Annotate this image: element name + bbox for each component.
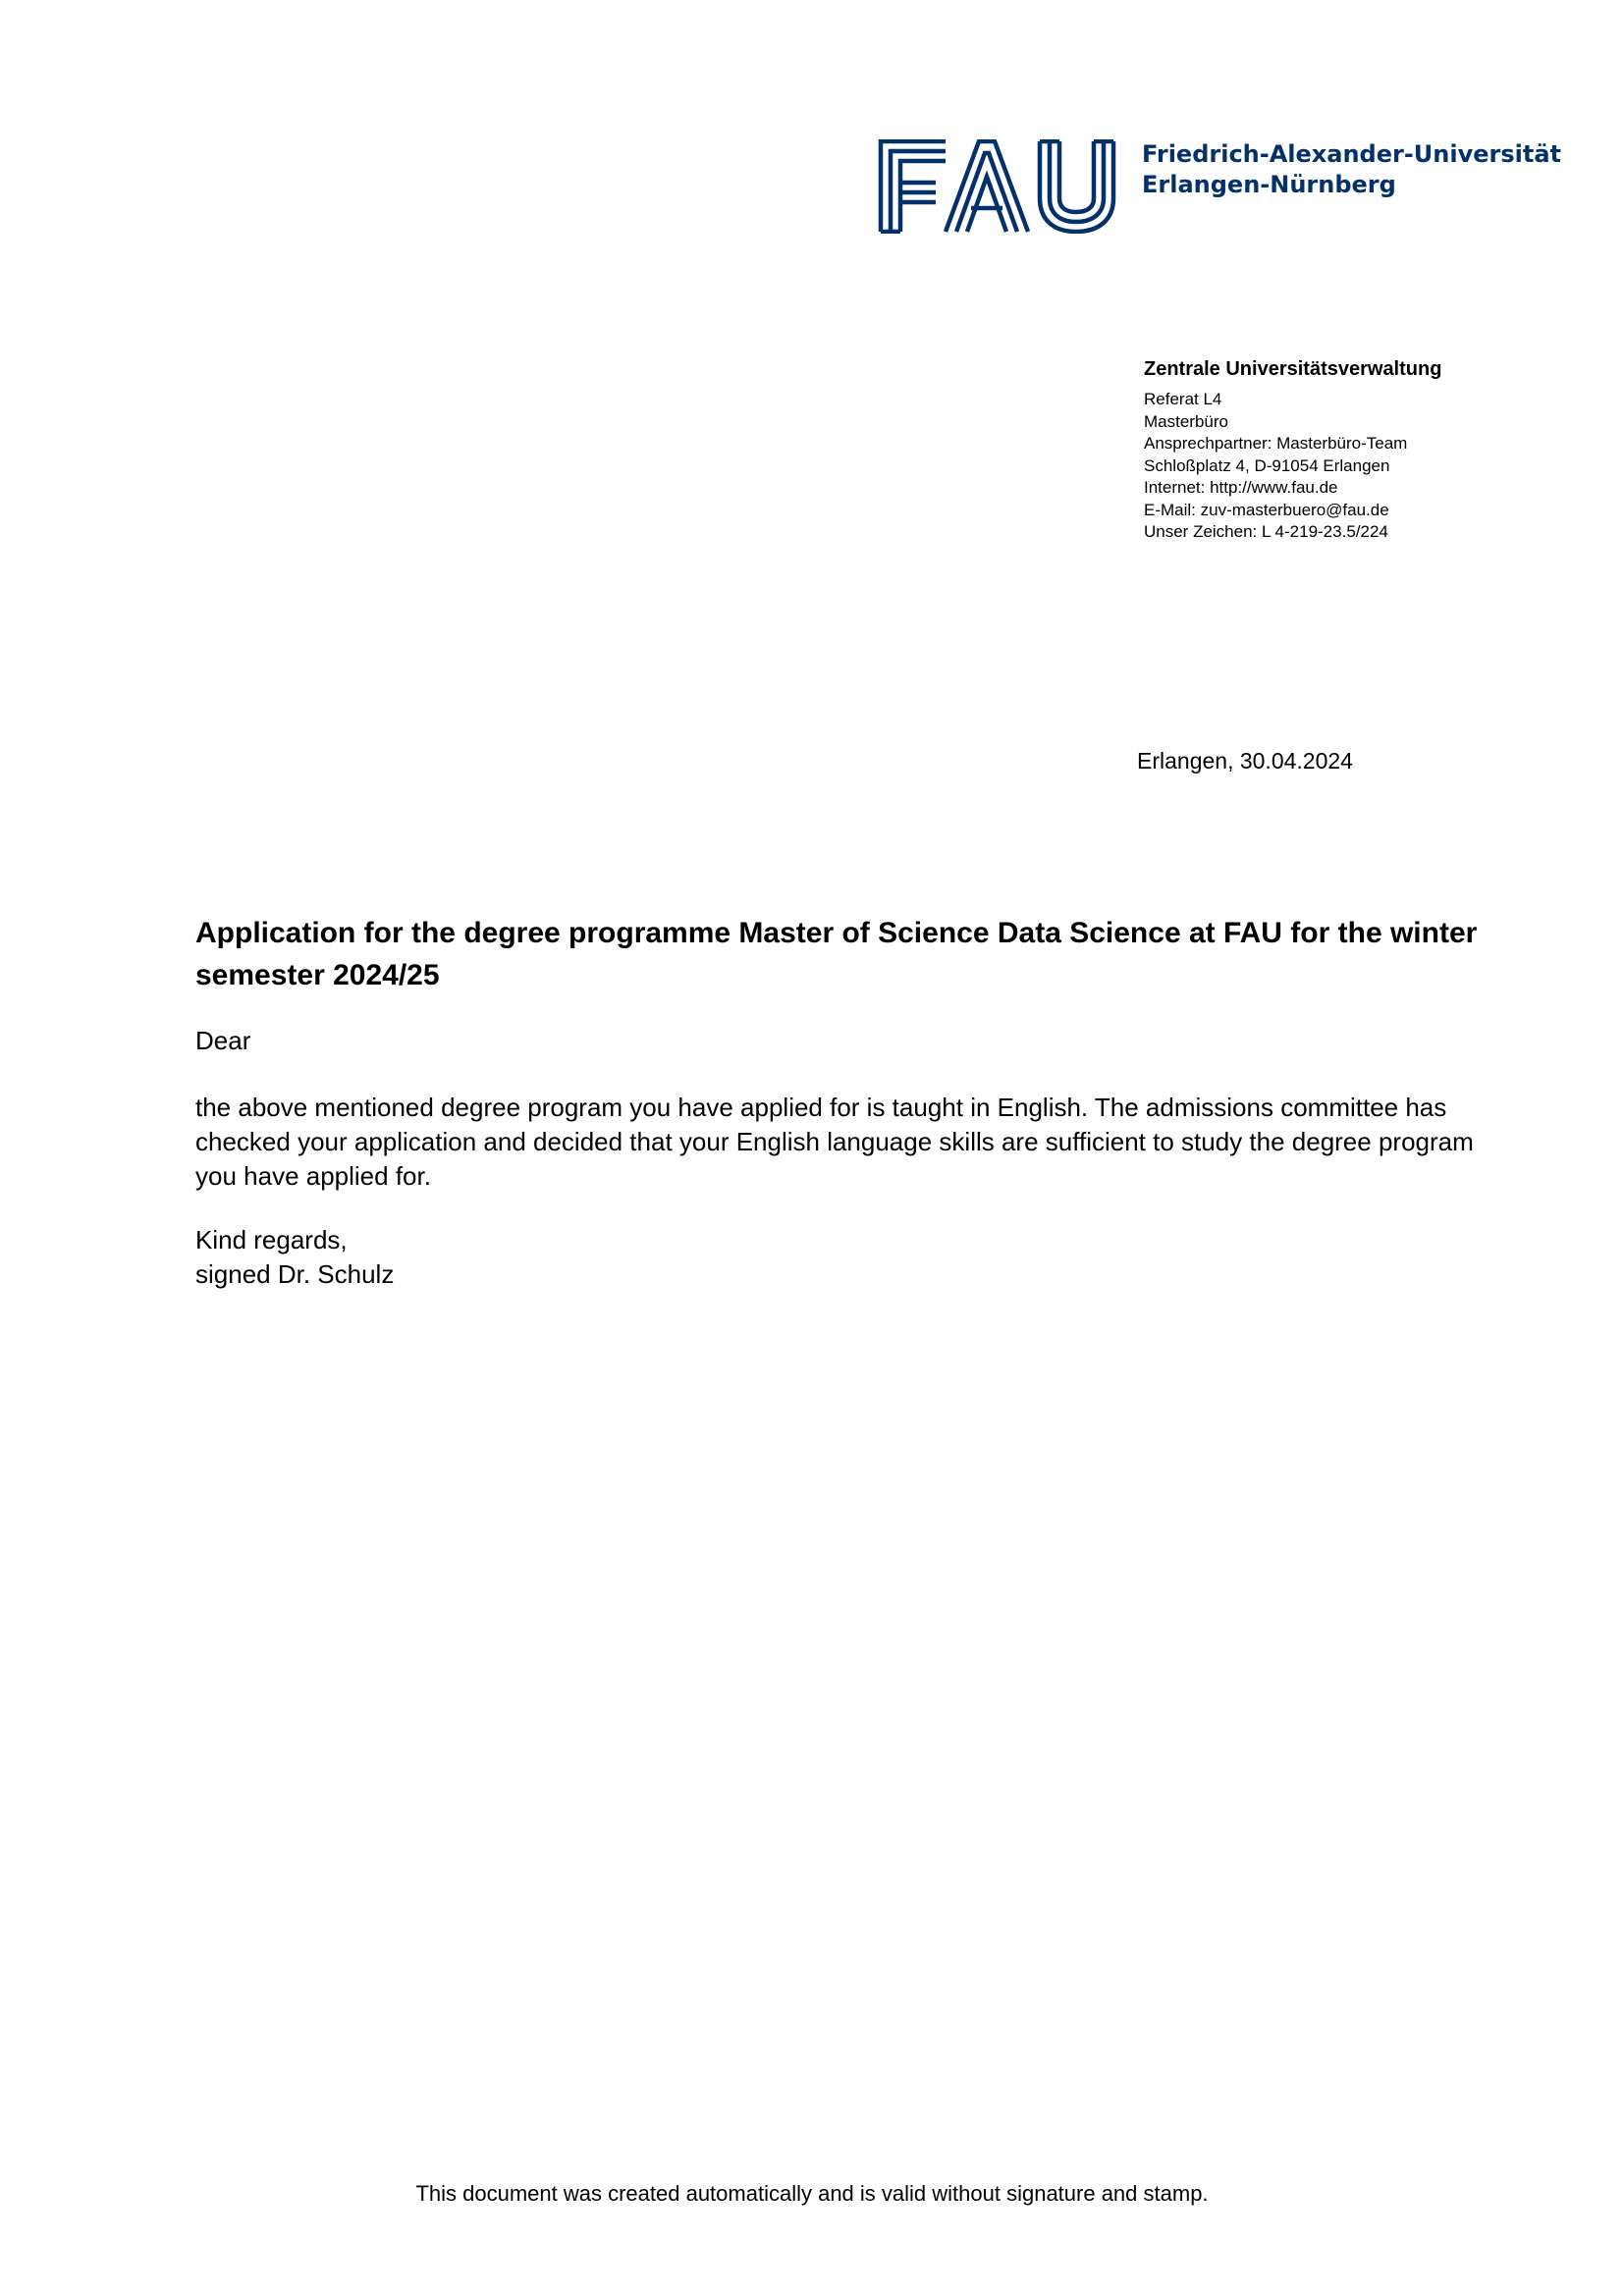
sender-block bbox=[1144, 355, 1556, 544]
fau-logo-mark-icon bbox=[877, 139, 1118, 234]
closing-regards: Kind regards, bbox=[195, 1225, 348, 1255]
sender-line: Unser Zeichen: L 4-219-23.5/224 bbox=[1144, 522, 1388, 541]
closing-block bbox=[195, 1223, 1511, 1292]
sender-line: Masterbüro bbox=[1144, 411, 1228, 431]
sender-line: Referat L4 bbox=[1144, 390, 1222, 408]
closing-signature: signed Dr. Schulz bbox=[195, 1259, 395, 1289]
body-paragraph: the above mentioned degree program you have applied for is taught in English. The admissions committee has checked your application and decided that your English language skills are sufficient to study the degree program you have applied for. bbox=[195, 1093, 1474, 1191]
university-name-line2: Erlangen-Nürnberg bbox=[1142, 171, 1396, 198]
footer-note: This document was created automatically and is valid without signature and stamp. bbox=[415, 2181, 1209, 2206]
letter-subject: Application for the degree programme Master of Science Data Science at FAU for the winter semester 2024/25 bbox=[195, 917, 1478, 991]
university-name bbox=[1142, 139, 1561, 200]
sender-line: E-Mail: zuv-masterbuero@fau.de bbox=[1144, 500, 1389, 519]
salutation: Dear bbox=[195, 1026, 251, 1055]
sender-line: Internet: http://www.fau.de bbox=[1144, 478, 1338, 497]
letter-date: Erlangen, 30.04.2024 bbox=[1137, 748, 1353, 774]
university-name-line1: Friedrich-Alexander-Universität bbox=[1142, 140, 1562, 168]
sender-department: Zentrale Universitätsverwaltung bbox=[1144, 358, 1442, 380]
sender-line: Ansprechpartner: Masterbüro-Team bbox=[1144, 434, 1408, 453]
fau-logo bbox=[877, 139, 1562, 234]
sender-line: Schloßplatz 4, D-91054 Erlangen bbox=[1144, 455, 1390, 475]
